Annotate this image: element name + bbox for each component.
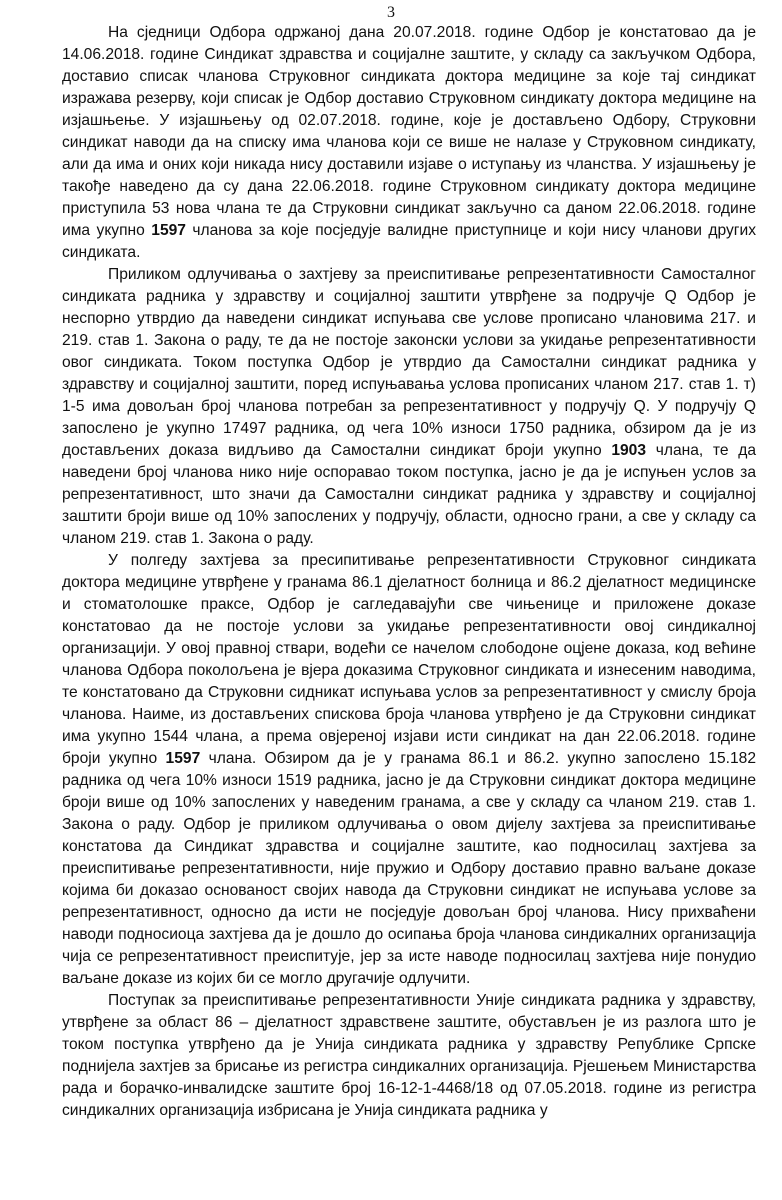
paragraph: [62, 990, 756, 1122]
bold-figure: 1903: [611, 442, 647, 459]
text-run: чланова за које посједује валидне приступнице и који нису чланови других синдиката.: [62, 222, 756, 261]
bold-figure: 1597: [151, 222, 186, 239]
text-run: члана. Обзиром да је у гранама 86.1 и 86.2. укупно запослено 15.182 радника од чега 10% износи 1519 радника, јасно је да Струковни синдикат доктора медицине броји више од 10% запослених у наведеним гранама, а све у складу са чланом 219. став 1. Закона о раду. Одбор је приликом одлучивања о овом дијелу захтјева за преиспитивање констатова да Синдикат здравства и социјалне заштите, као подносилац захтјева за преиспитивање репрезентативности, није пружио и Одбору доставио правно ваљане доказе којима би доказао основаност својих навода да Струковни синдикат не испуњава услове за репрезентативност, односно да исти не посједује довољан број чланова. Нису прихваћени наводи подносиоца захтјева да је дошло до осипања броја чланова синдикалних организација чија се репрезентативност преиспитује, јер за исте наводе подносилац захтјева није понудио ваљане доказе из којих би се могло другачије одлучити.: [62, 750, 757, 987]
page-number: 3: [387, 4, 395, 21]
text-run: Поступак за преиспитивање репрезентативности Уније синдиката радника у здравству, утврђене за област 86 – дјелатност здравствене заштите, обустављен је из разлога што је током поступка утврђено да је Унија синдиката радника у здравству Републике Српске поднијела захтјев за брисање из регистра синдикалних организација. Рјешењем Министарства рада и борачко-инвалидске заштите број 16-12-1-4468/18 од 07.05.2018. године из регистра синдикалних организација избрисана је Унија синдиката радника у: [62, 992, 756, 1119]
paragraph: [62, 264, 756, 550]
text-run: члана, те да наведени број чланова нико није оспоравао током поступка, јасно је да је испуњен услов за репрезентативност, што значи да Самостални синдикат радника у здравству и социјалној заштити броји више од 10% запослених у подручју, области, односно грани, а све у складу са чланом 219. став 1. Закона о раду.: [62, 442, 757, 547]
text-run: На сједници Одбора одржаној дана 20.07.2018. године Одбор је констатовао да је 14.06.2018. године Синдикат здравства и социјалне заштите, у складу са закључком Одбора, доставио списак чланова Струковног синдиката доктора медицине за које тај синдикат изражава резерву, који списак је Одбор доставио Струковном синдикату доктора медицине на изјашњење. У изјашњењу од 02.07.2018. године, које је достављено Одбору, Струковни синдикат наводи да на списку има чланова који се више не налазе у Струковном синдикату, али да има и оних који никада нису доставили изјаве о иступању из чланства. У изјашњењу је такође наведено да су дана 22.06.2018. године Струковном синдикату доктора медицине приступила 53 нова члана те да Струковни синдикат закључно са даном 22.06.2018. године има укупно: [62, 24, 756, 239]
paragraph: [62, 550, 756, 990]
paragraph: [62, 22, 756, 264]
document-body: [62, 22, 756, 1122]
text-run: У полгеду захтјева за пресипитивање репрезентативности Струковног синдиката доктора медицине утврђене у гранама 86.1 дјелатност болница и 86.2 дјелатност медицинске и стоматолошке праксе, Одбор је сагледавајући све чињенице и приложене доказе констатовао да не постоје услови за укидање репрезентативности овој синдикалној организацији. У овој правној ствари, водећи се начелом слободоне оцјене доказа, код већине чланова Одбора поколољена је вјера доказима Струковног синдиката и изнесеним наводима, те констатовано да Струковни сидникат испуњава услов за репрезентативност у смислу броја чланова. Наиме, из достављених спискова броја чланова утврђено је да Струковни синдикат има укупно 1544 члана, а према овјереној изјави исти синдикат на дан 22.06.2018. године броји укупно: [62, 552, 756, 767]
bold-figure: 1597: [165, 750, 201, 767]
text-run: Приликом одлучивања о захтјеву за преиспитивање репрезентативности Самосталног синдиката радника у здравству и социјалној заштити утврђене за подручје Q Одбор је неспорно утврдио да наведени синдикат испуњава све услове прописано члановима 217. и 219. став 1. Закона о раду, те да не постоје законски услови за укидање репрезентативности овог синдиката. Током поступка Одбор је утврдио да Самостални синдикат радника у здравству и социјалној заштити, поред испуњавања услова прописаних чланом 217. став 1. т) 1-5 има довољан број чланова потребан за репрезентативност у подручју Q. У подручју Q запослено је укупно 17497 радника, од чега 10% износи 1750 радника, обзиром да је из достављених доказа видљиво да Самостални синдикат броји укупно: [62, 266, 756, 459]
